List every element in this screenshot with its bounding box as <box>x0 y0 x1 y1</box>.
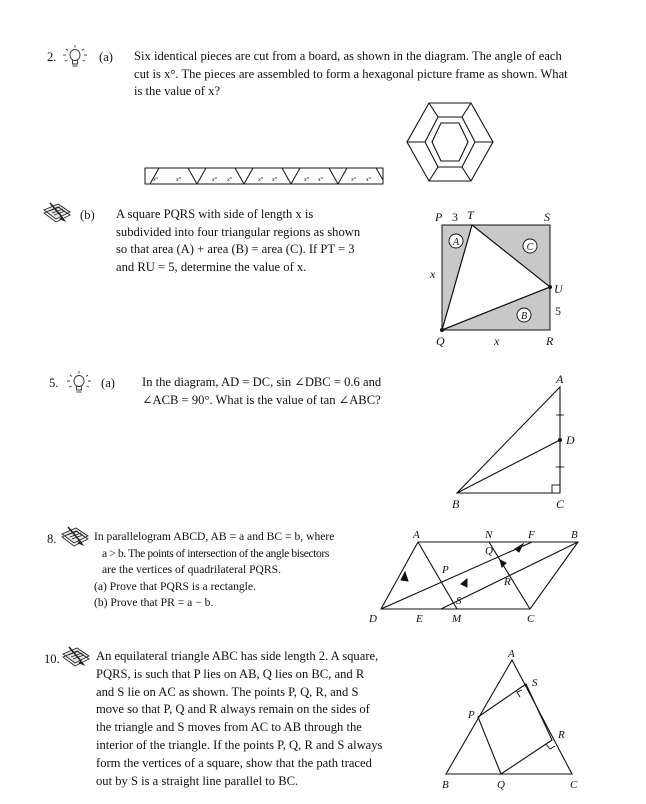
vertex-label-s: S <box>544 210 550 224</box>
hexagon-frame-diagram <box>403 100 497 184</box>
problem-2a-text <box>134 48 594 101</box>
vertex-label-r: R <box>546 334 554 348</box>
point-label-f: F <box>528 529 535 541</box>
angle-label: x° <box>227 177 233 183</box>
board-diagram <box>140 160 390 190</box>
pencil-paper-icon <box>58 524 92 550</box>
angle-label: x° <box>304 177 310 183</box>
text-line: ∠ACB = 90°. What is the value of tan ∠ABC? <box>142 392 381 407</box>
text-line: so that area (A) + area (B) = area (C). If PT = 3 <box>116 242 355 256</box>
parallelogram-diagram <box>365 525 590 625</box>
point-label-r: R <box>504 576 511 588</box>
point-label-s: S <box>456 595 462 607</box>
text-line: In the diagram, AD = DC, sin ∠DBC = 0.6 and <box>142 375 382 389</box>
lightbulb-icon <box>64 370 94 396</box>
problem-number: 10. <box>44 652 60 666</box>
problem-number: 5. <box>49 376 59 390</box>
pencil-paper-icon <box>40 200 74 226</box>
part-label: (a) <box>101 376 115 390</box>
equilateral-triangle-diagram <box>432 648 592 793</box>
vertex-label-d: D <box>369 613 377 625</box>
side-label: x <box>430 267 436 281</box>
region-label-c: C <box>526 242 534 253</box>
point-label-p: P <box>468 709 475 721</box>
text-line: move so that P, Q and R always remain on the sides of <box>96 702 370 717</box>
text-line: An equilateral triangle ABC has side length 2. A square, <box>96 649 379 663</box>
angle-label: x° <box>272 177 278 183</box>
part-label: (a) <box>99 50 113 64</box>
angle-label: x° <box>258 177 264 183</box>
point-label-n: N <box>485 529 493 541</box>
angle-label: x° <box>351 177 357 183</box>
vertex-label-b: B <box>452 497 460 511</box>
text-line: form the vertices of a square, show that the path traced <box>96 755 372 770</box>
triangle-abc-diagram <box>445 372 585 512</box>
vertex-label-b: B <box>442 779 449 791</box>
problem-10-text <box>96 648 426 790</box>
vertex-label-q: Q <box>436 334 445 348</box>
text-line: is the value of x? <box>134 84 221 98</box>
vertex-label-a: A <box>508 648 515 660</box>
length-label: 5 <box>555 304 561 318</box>
vertex-label-a: A <box>413 529 420 541</box>
problem-8-text <box>94 529 374 612</box>
point-label-d: D <box>566 433 575 447</box>
angle-label: x° <box>153 177 159 183</box>
angle-label: x° <box>212 177 218 183</box>
point-label-s: S <box>532 677 538 689</box>
text-line: and RU = 5, determine the value of x. <box>116 259 307 274</box>
text-line: are the vertices of quadrilateral PQRS. <box>102 563 281 576</box>
vertex-label-a: A <box>556 372 564 386</box>
angle-label: x° <box>318 177 324 183</box>
point-label-t: T <box>467 208 474 222</box>
vertex-label-b: B <box>571 529 578 541</box>
text-line: A square PQRS with side of length x is <box>116 207 314 221</box>
problem-number: 2. <box>47 50 57 64</box>
length-label: 3 <box>452 210 458 224</box>
part-label: (b) <box>80 208 95 222</box>
point-label-e: E <box>416 613 423 625</box>
text-line: interior of the triangle. If the points P, Q, R and S always <box>96 737 383 752</box>
point-label-r: R <box>558 729 565 741</box>
point-label-m: M <box>452 613 462 625</box>
vertex-label-c: C <box>570 779 578 791</box>
problem-2b-text <box>116 206 416 276</box>
square-pqrs-diagram <box>420 205 580 350</box>
region-label-a: A <box>452 237 460 248</box>
text-line: a > b. The points of intersection of the angle bisectors <box>102 546 330 560</box>
pencil-paper-icon <box>59 644 93 670</box>
text-line: PQRS, is such that P lies on AB, Q lies on BC, and R <box>96 666 365 681</box>
vertex-label-c: C <box>527 613 535 625</box>
point-label-u: U <box>554 282 563 296</box>
problem-5a-text <box>142 374 432 409</box>
point-label-q: Q <box>485 545 493 557</box>
text-line: and S lie on AC as shown. The points P, Q, R, and S <box>96 684 359 699</box>
text-line: (b) Prove that PR = a − b. <box>94 596 214 609</box>
problem-number: 8. <box>47 532 57 546</box>
vertex-label-p: P <box>435 210 443 224</box>
region-label-b: B <box>520 311 528 322</box>
point-label-p: P <box>442 564 449 576</box>
angle-label: x° <box>366 177 372 183</box>
text-line: In parallelogram ABCD, AB = a and BC = b, where <box>94 530 335 543</box>
text-line: the triangle and S moves from AC to AB through the <box>96 720 362 735</box>
point-label-q: Q <box>497 779 505 791</box>
angle-label: x° <box>176 177 182 183</box>
text-line: out by S is a straight line parallel to BC. <box>96 773 299 788</box>
lightbulb-icon <box>60 44 90 70</box>
text-line: Six identical pieces are cut from a board, as shown in the diagram. The angle of each <box>134 49 562 63</box>
text-line: subdivided into four triangular regions as shown <box>116 224 361 239</box>
text-line: (a) Prove that PQRS is a rectangle. <box>94 579 256 593</box>
vertex-label-c: C <box>556 497 565 511</box>
text-line: cut is x°. The pieces are assembled to form a hexagonal picture frame as shown. What <box>134 66 568 81</box>
side-label: x <box>494 334 500 348</box>
